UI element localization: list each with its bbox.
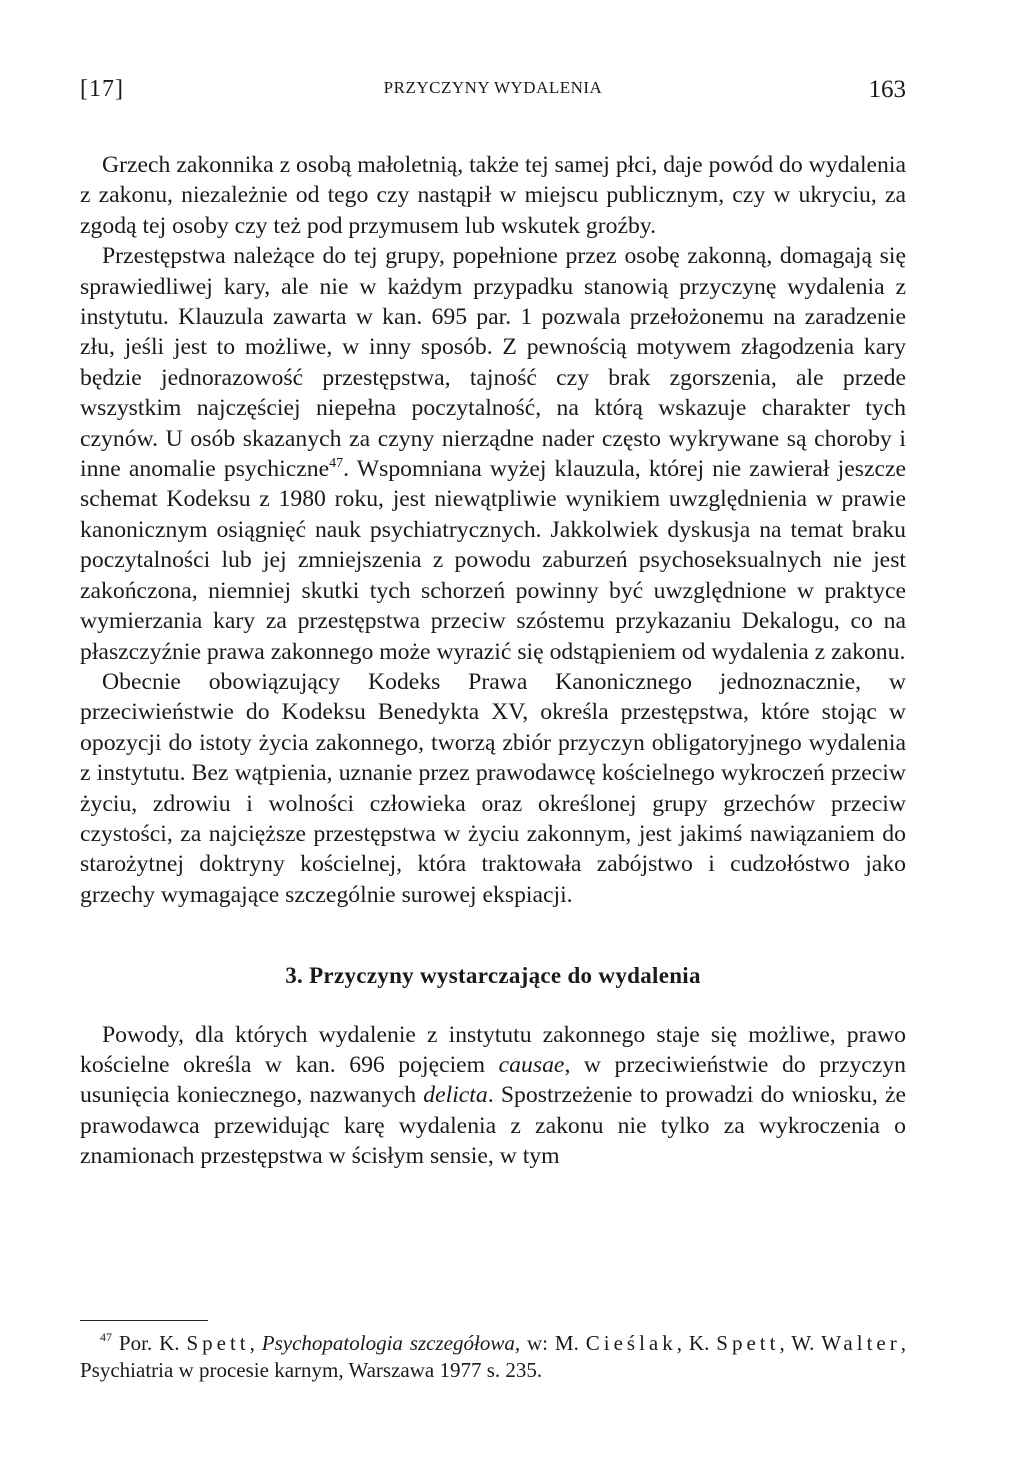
footnote-number: 47 — [100, 1330, 112, 1344]
main-text — [80, 150, 906, 1172]
section-paragraph — [80, 1020, 906, 1172]
section-reference: [17] — [80, 76, 124, 102]
paragraph-2: Przestępstwa należące do tej grupy, popełnione przez osobę zakonną, domagają się sprawiedliwej kary, ale nie w każdym przypadku stanowią przyczynę wydalenia z instytutu. Klauzula zawarta w kan. 695 par. 1 pozwala przełożonemu na zaradzenie złu, jeśli jest to możliwe, w inny sposób. Z pewnością motywem złagodzenia kary będzie jednorazowość przestępstwa, tajność czy brak zgorszenia, ale przede wszystkim najczęściej niepełna poczytalność, na którą wskazuje charakter tych czynów. U osób skazanych za czyny nierządne nader często wykrywane są choroby i inne anomalie psychiczne$^{47}$. Wspomniana wyżej klauzula, której nie zawierał jeszcze schemat Kodeksu z 1980 roku, jest niewątpliwie wynikiem uwzględnienia w prawie kanonicznym osiągnięć nauk psychiatrycznych. Jakkolwiek dyskusja na temat braku poczytalności lub jej zmniejszenia z powodu zaburzeń psychoseksualnych nie jest zakończona, niemniej skutki tych schorzeń powinny być uwzględnione w praktyce wymierzania kary za przestępstwa przeciw szóstemu przykazaniu Dekalogu, co na płaszczyźnie prawa zakonnego może wyrazić się odstąpieniem od wydalenia z zakonu. — [80, 243, 907, 665]
sp-text-3: . Spostrzeżenie to prowadzi do wniosku, że prawodawca przewidując karę wydalenia z zakonu nie tylko za wykroczenia o znamionach przestępstwa w ścisłym sensie, w tym — [80, 1082, 906, 1170]
fn-mid-3: , W. — [779, 1331, 822, 1355]
paragraph-1: Grzech zakonnika z osobą małoletnią, także tej samej płci, daje powód do wydalenia z zakonu, niezależnie od tego czy nastąpił w miejscu publicznym, czy w ukryciu, za zgodą tej osoby czy też pod przymusem lub wskutek groźby. — [80, 152, 906, 239]
paragraph-2-text: Przestępstwa należące do tej grupy, popełnione przez osobę zakonną, domagają się sprawiedliwej kary, ale nie w każdym przypadku stanowią przyczynę wydalenia z instytutu. Klauzula zawarta w kan. 695 par. 1 pozwala przełożonemu na zaradzenie złu, jeśli jest to możliwe, w inny sposób. Z pewnością motywem złagodzenia kary będzie jednorazowość przestępstwa, tajność czy brak zgorszenia, ale przede wszystkim najczęściej niepełna poczytalność, na którą wskazuje charakter tych czynów. U osób skazanych za czyny nierządne nader często wykrywane są choroby i inne anomalie psychiczne — [80, 243, 906, 483]
footnote: $^{47}$ Por. K. Spett, Psychopatologia szczegółowa, w: M. Cieślak, K. Spett, W. Walter, Psychiatria w procesie karnym, Warszawa 1977 s. 235. — [80, 1330, 906, 1382]
page-number: 163 — [868, 76, 906, 103]
running-title: PRZYCZYNY WYDALENIA — [383, 78, 603, 97]
fn-author-3: Spett — [716, 1331, 780, 1355]
fn-author-2: Cieślak — [585, 1331, 677, 1355]
running-header — [80, 72, 906, 108]
fn-rest: , Psychiatria w procesie karnym, Warszawa 1977 s. 235. — [80, 1331, 906, 1382]
footnote-marker: 47 — [329, 456, 344, 472]
fn-title: Psychopatologia szczegółowa — [261, 1331, 515, 1355]
paragraph-3: Obecnie obowiązujący Kodeks Prawa Kanonicznego jednoznacznie, w przeciwieństwie do Kodeksu Benedykta XV, określa przestępstwa, które stojąc w opozycji do istoty życia zakonnego, tworzą zbiór przyczyn obligatoryjnego wydalenia z instytutu. Bez wątpienia, uznanie przez prawodawcę kościelnego wykroczeń przeciw życiu, zdrowiu i wolności człowieka oraz określonej grupy grzechów przeciw czystości, za najcięższe przestępstwa w życiu zakonnym, jest jakimś nawiązaniem do starożytnej doktryny kościelnej, która traktowała zabójstwo i cudzołóstwo jako grzechy wymagające szczególnie surowej ekspiacji. — [80, 668, 906, 908]
term-delicta: delicta — [423, 1082, 488, 1109]
fn-mid-2: , K. — [676, 1331, 717, 1355]
sp-text-2: , w przeciwieństwie do przyczyn usunięcia koniecznego, nazwanych — [80, 1051, 907, 1109]
term-causae: causae — [498, 1051, 565, 1078]
paragraph-2-cont: Wspomniana wyżej klauzula, której nie zawierał jeszcze schemat Kodeksu z 1980 roku, jest niewątpliwie wynikiem uwzględnienia w prawie kanonicznym osiągnięć nauk psychiatrycznych. Jakkolwiek dyskusja na temat braku poczytalności lub jej zmniejszenia z powodu zaburzeń psychoseksualnych nie jest zakończona, niemniej skutki tych schorzeń powinny być uwzględnione w praktyce wymierzania kary za przestępstwa przeciw szóstemu przykazaniu Dekalogu, co na płaszczyźnie prawa zakonnego może wyrazić się odstąpieniem od wydalenia z zakonu. — [80, 456, 907, 665]
footnote-divider — [80, 1320, 208, 1321]
section-heading: 3. Przyczyny wystarczające do wydalenia — [285, 963, 701, 989]
fn-mid: , w: M. — [514, 1331, 586, 1355]
fn-author-4: Walter — [821, 1331, 901, 1355]
fn-author-1: Spett — [186, 1331, 250, 1355]
sp-text-1: Powody, dla których wydalenie z instytutu zakonnego staje się możliwe, prawo kościelne określa w kan. 696 pojęciem — [80, 1021, 906, 1078]
fn-prefix: Por. K. — [118, 1331, 187, 1355]
